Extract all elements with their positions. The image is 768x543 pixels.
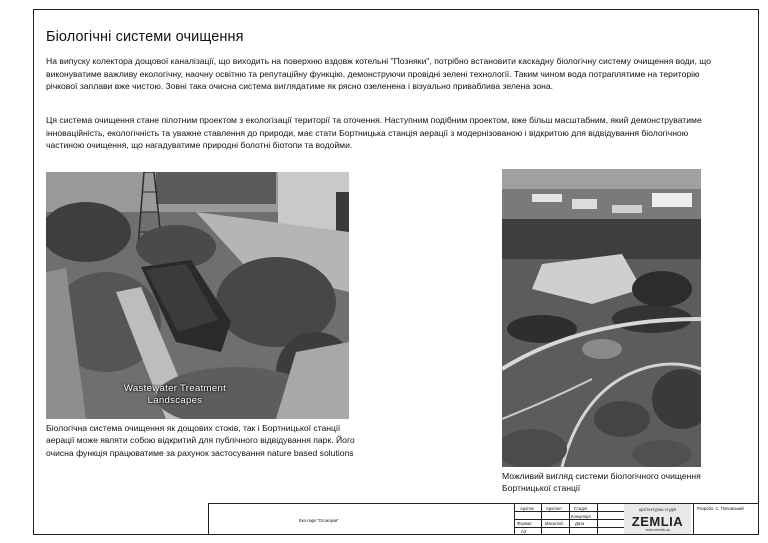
wastewater-landscape-photo: [46, 172, 349, 419]
col-concept: Концепція: [571, 514, 591, 519]
logo-url: www.zemlia.ua: [645, 528, 670, 532]
col-format: Формат: [517, 521, 532, 526]
title-block-col-line: [541, 504, 542, 535]
page-title: Біологічні системи очищення: [46, 29, 244, 45]
left-photo-caption: Біологічна система очищення як дощових стоків, так і Бортницької станції аерації може являти собою відкритий для публічного відвідування парк. Його очисна функція працюватиме за рахунок застосування nature based solutions: [46, 423, 355, 458]
overlay-line-2: Landscapes: [147, 395, 203, 406]
col-architect-1: Архітек: [520, 506, 535, 511]
photo-overlay-label: [90, 383, 260, 407]
intro-paragraph: На випуску колектора дощової каналізації, що виходить на поверхню вздовж котельні "Позняки", потрібно встановити каскадну біологічну систему очищення води, що виконуватиме важливу екологічну, наочну освітню та репутаційну функцію, демонструючи провідні зелені технології. Таким чином вода потраплятиме на територію річкової заплави вже чистою. Зовні така очисна система виглядатиме як рясно озеленена і візуально приваблива зелена зона.: [46, 56, 712, 92]
logo-subtitle: архітектурна студія: [638, 507, 677, 512]
project-name: Еко-парк "Осокорки": [299, 518, 339, 523]
developer-label: Розробл. С. Поповський: [697, 506, 744, 511]
second-paragraph: Ця система очищення стане пілотним проектом з екологізації території та оточення. Наступним подібним проектом, вже більш масштабним, який демонструватиме інноваційність, екологічність та уважне ставлення до природи, має стати Бортницька станція аерації з модернізованою і відкритою для відвідування біологічною частиною очищення, що нагадуватиме природні болотні біотопи та водойми.: [46, 115, 702, 151]
col-date: Дата: [575, 521, 585, 526]
logo-name: ZEMLIA: [631, 514, 684, 529]
aerial-wetland-photo: [502, 169, 701, 467]
col-stage: Стадія: [574, 506, 587, 511]
title-block-col-line: [569, 504, 570, 535]
title-block-col-line: [693, 504, 694, 535]
col-scale: Масштаб: [545, 521, 563, 526]
right-photo-caption: Можливий вигляд системи біологічного очищення Бортницької станції: [502, 471, 701, 494]
overlay-line-1: Wastewater Treatment: [123, 383, 227, 394]
title-block-col-line: [597, 504, 598, 535]
format-value: A3: [521, 529, 527, 534]
studio-logo: [624, 504, 691, 534]
col-architect-2: Архітект: [546, 506, 563, 511]
